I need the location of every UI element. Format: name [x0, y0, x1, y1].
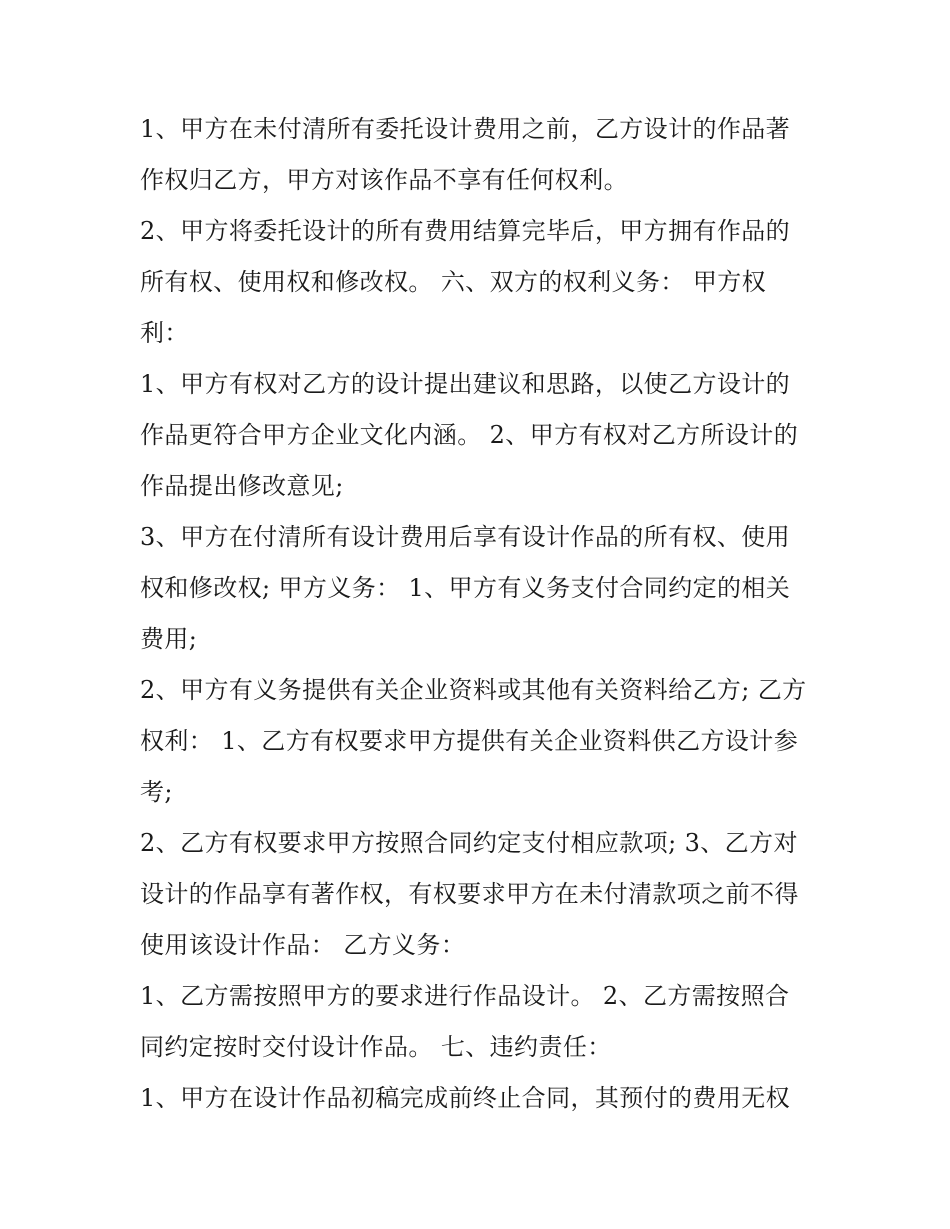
text-line: 2、甲方有义务提供有关企业资料或其他有关资料给乙方; 乙方 [140, 676, 807, 704]
text-line: 作品更符合甲方企业文化内涵。 2、甲方有权对乙方所设计的 [140, 421, 799, 449]
text-line: 权利： 1、乙方有权要求甲方提供有关企业资料供乙方设计参 [140, 727, 799, 755]
text-line: 使用该设计作品： 乙方义务： [140, 931, 466, 959]
text-line: 作权归乙方，甲方对该作品不享有任何权利。 [140, 166, 628, 194]
text-line: 考; [140, 778, 173, 806]
text-line: 3、甲方在付清所有设计费用后享有设计作品的所有权、使用 [140, 523, 791, 551]
text-line: 2、乙方有权要求甲方按照合同约定支付相应款项; 3、乙方对 [140, 829, 798, 857]
text-line: 作品提出修改意见; [140, 472, 344, 500]
text-line: 1、乙方需按照甲方的要求进行作品设计。 2、乙方需按照合 [140, 982, 790, 1010]
text-line: 2、甲方将委托设计的所有费用结算完毕后，甲方拥有作品的 [140, 217, 791, 245]
text-line: 利： [140, 319, 189, 347]
text-line: 设计的作品享有著作权，有权要求甲方在未付清款项之前不得 [140, 880, 799, 908]
text-line: 权和修改权; 甲方义务： 1、甲方有义务支付合同约定的相关 [140, 574, 791, 602]
text-line: 同约定按时交付设计作品。 七、违约责任： [140, 1033, 612, 1061]
text-line: 所有权、使用权和修改权。 六、双方的权利义务： 甲方权 [140, 268, 767, 296]
text-line: 1、甲方在未付清所有委托设计费用之前，乙方设计的作品著 [140, 115, 791, 143]
document-body [140, 104, 820, 1124]
text-line: 1、甲方在设计作品初稿完成前终止合同，其预付的费用无权 [140, 1084, 791, 1112]
text-line: 1、甲方有权对乙方的设计提出建议和思路，以使乙方设计的 [140, 370, 791, 398]
text-line: 费用; [140, 625, 198, 653]
